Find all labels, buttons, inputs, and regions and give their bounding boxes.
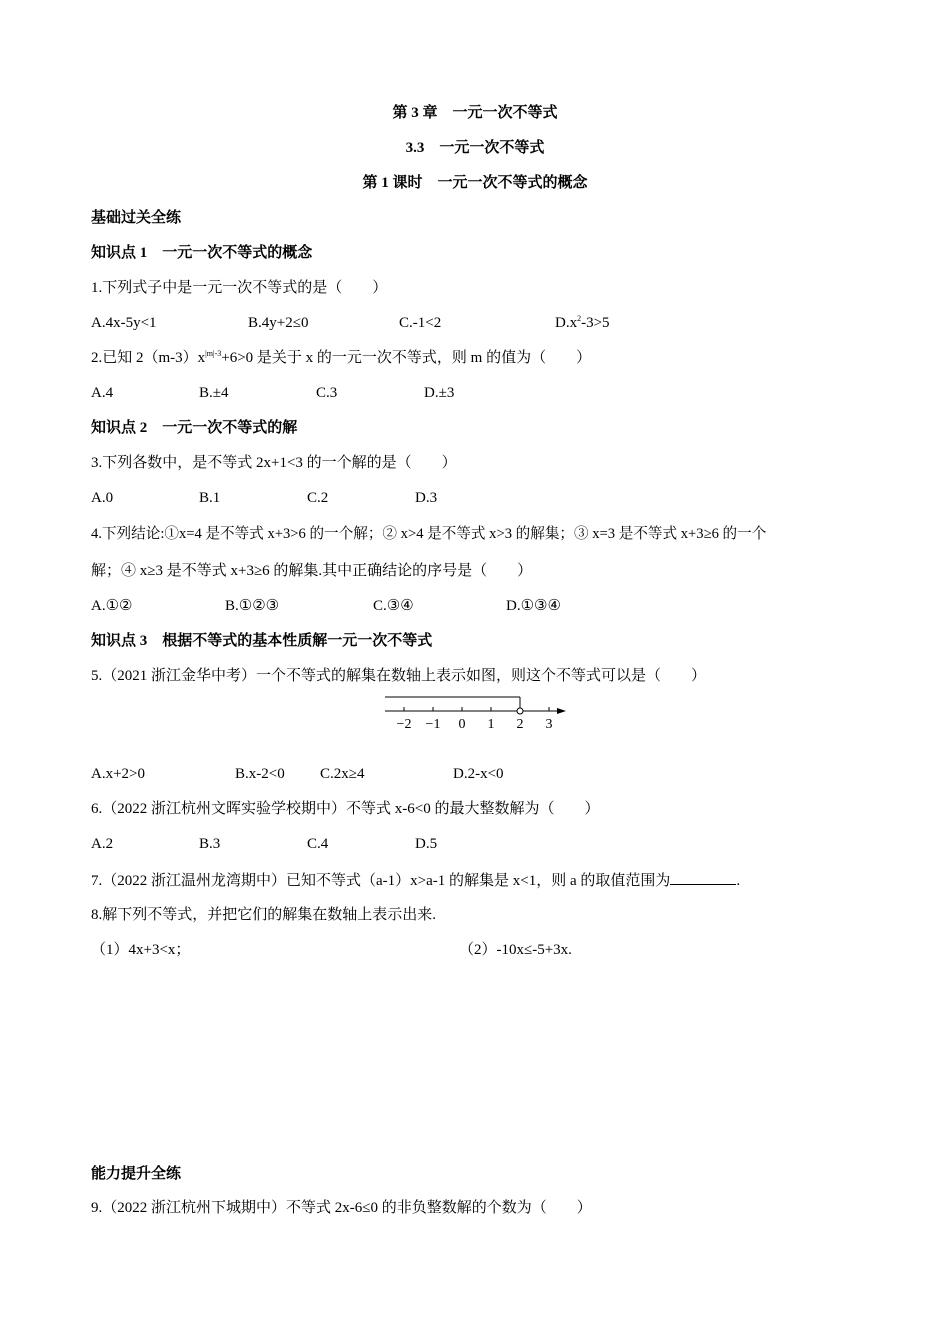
q2-stem: 2.已知 $2(m-3)x^{|m|-3}+6>0$ 是关于 x 的一元一次不等式，则 m 的值为（ ） [91, 349, 592, 366]
open-point-icon [517, 708, 523, 714]
q5-option-b: B.x-2<0 [235, 766, 285, 782]
q6-option-b: B.3 [199, 836, 221, 852]
q7-answer-blank[interactable] [670, 870, 736, 885]
q3-option-c: C.2 [307, 490, 329, 506]
q5-option-d: D.2-x<0 [453, 766, 504, 782]
q3-option-d: D.3 [415, 490, 438, 506]
tick-label: 3 [545, 717, 553, 732]
q8-part2: （2）-10x≤-5+3x. [459, 942, 572, 958]
q2-option-d: D.±3 [424, 385, 455, 401]
axis-arrow-icon [557, 708, 566, 714]
q5-option-a: A.x+2>0 [91, 766, 146, 782]
q5-number-line [380, 690, 570, 736]
kp3-heading: 知识点 3 根据不等式的基本性质解一元一次不等式 [91, 633, 433, 649]
q1-option-c: C.-1<2 [399, 315, 442, 331]
q3-stem: 3.下列各数中，是不等式 2x+1<3 的一个解的是（ ） [91, 455, 457, 471]
q3-option-a: A.0 [91, 490, 114, 506]
q2-option-c: C.3 [316, 385, 338, 401]
q4-option-d: D.①③④ [506, 598, 561, 614]
q3-option-b: B.1 [199, 490, 221, 506]
tick-label: 1 [487, 717, 495, 732]
tick-label: 2 [516, 717, 524, 732]
tick-label: 0 [458, 717, 466, 732]
q9-stem: 9.（2022 浙江杭州下城期中）不等式 2x-6≤0 的非负整数解的个数为（ ） [91, 1200, 592, 1216]
q6-option-c: C.4 [307, 836, 329, 852]
q4-option-a: A.①② [91, 598, 133, 614]
q6-option-a: A.2 [91, 836, 114, 852]
q1-stem: 1.下列式子中是一元一次不等式的是（ ） [91, 280, 388, 296]
q1-option-b: B.4y+2≤0 [248, 315, 309, 331]
tick-label: −2 [396, 717, 412, 732]
lesson-title: 第 1 课时 一元一次不等式的概念 [362, 175, 588, 191]
q1-option-a: A.4x-5y<1 [91, 315, 157, 331]
q8-part1: （1）4x+3<x； [91, 942, 191, 958]
part1-title: 基础过关全练 [91, 210, 182, 226]
q5-option-c: C.2x≥4 [320, 766, 365, 782]
section-title: 3.3 一元一次不等式 [405, 140, 545, 156]
q2-option-b: B.±4 [199, 385, 229, 401]
q4-stem-line2: 解；④ x≥3 是不等式 x+3≥6 的解集.其中正确结论的序号是（ ） [91, 563, 533, 579]
q2-option-a: A.4 [91, 385, 114, 401]
q7-stem: 7.（2022 浙江温州龙湾期中）已知不等式（a-1）x>a-1 的解集是 x<1，则 a 的取值范围为 . [91, 870, 740, 891]
part2-title: 能力提升全练 [91, 1166, 182, 1182]
q4-stem-line1: 4.下列结论:①x=4 是不等式 x+3>6 的一个解；② x>4 是不等式 x>3 的解集；③ x=3 是不等式 x+3≥6 的一个 [91, 526, 767, 542]
q5-stem: 5.（2021 浙江金华中考）一个不等式的解集在数轴上表示如图，则这个不等式可以是（ ） [91, 668, 707, 684]
q4-option-b: B.①②③ [225, 598, 280, 614]
q4-option-c: C.③④ [373, 598, 414, 614]
q6-stem: 6.（2022 浙江杭州文晖实验学校期中）不等式 x-6<0 的最大整数解为（ ） [91, 801, 600, 817]
kp2-heading: 知识点 2 一元一次不等式的解 [91, 420, 298, 436]
kp1-heading: 知识点 1 一元一次不等式的概念 [91, 245, 313, 261]
q1-option-d: $D.x^2-3>5$ [555, 314, 610, 331]
q8-stem: 8.解下列不等式，并把它们的解集在数轴上表示出来. [91, 907, 437, 923]
q6-option-d: D.5 [415, 836, 438, 852]
chapter-title: 第 3 章 一元一次不等式 [392, 105, 558, 121]
tick-label: −1 [425, 717, 441, 732]
